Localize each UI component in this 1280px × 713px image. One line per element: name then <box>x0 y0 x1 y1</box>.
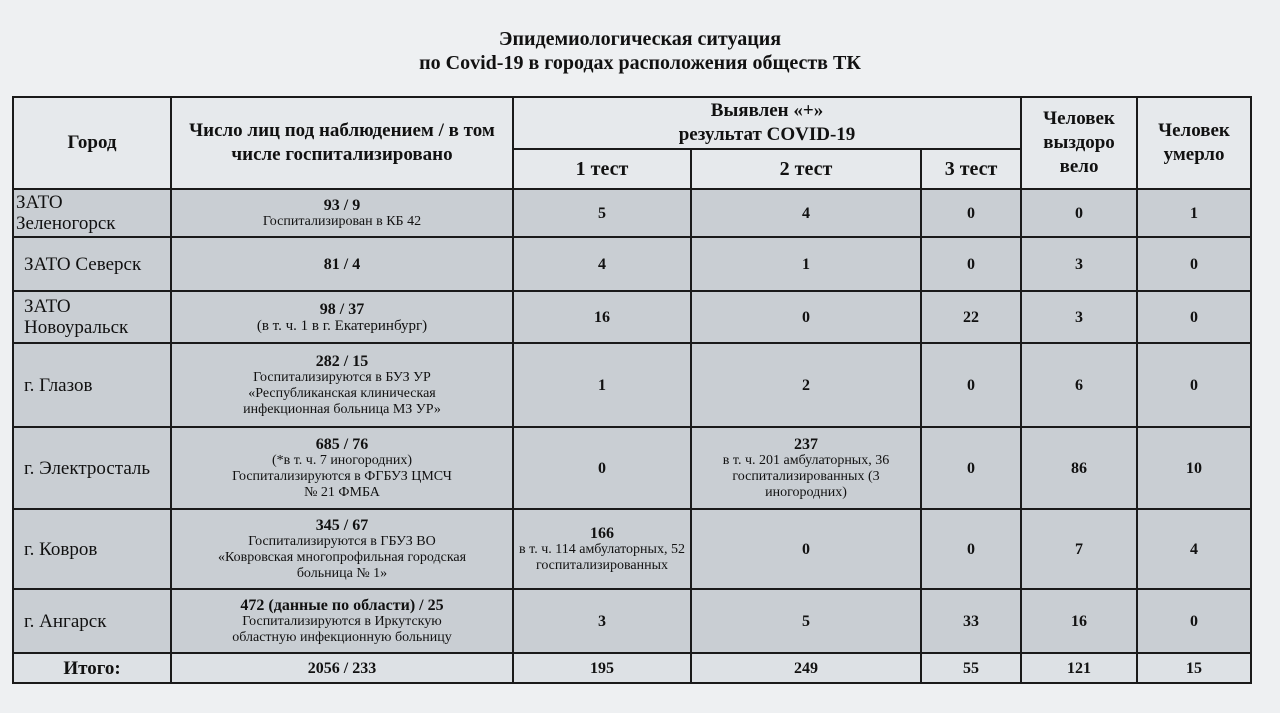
header-city: Город <box>13 97 171 189</box>
city-cell: ЗАТО Северск <box>13 237 171 291</box>
test1-cell: 5 <box>513 189 691 237</box>
total-label: Итого: <box>13 653 171 683</box>
table-row <box>13 343 1251 427</box>
city-cell: г. Ангарск <box>13 589 171 653</box>
test1-note: в т. ч. 114 амбулаторных, 52 госпитализированных <box>519 541 685 573</box>
observed-count: 685 / 76 <box>315 435 369 453</box>
test1-cell: 3 <box>513 589 691 653</box>
total-observed: 2056 / 233 <box>171 653 513 683</box>
test1-cell: 1 <box>513 343 691 427</box>
header-died: Человек умерло <box>1137 97 1251 189</box>
test1-count: 166 <box>590 524 614 542</box>
header-test-1: 1 тест <box>513 149 691 189</box>
header-positive: Выявлен «+» результат COVID-19 <box>513 97 1021 149</box>
observed-count: 93 / 9 <box>323 196 361 214</box>
recovered-cell: 16 <box>1021 589 1137 653</box>
test2-count: 237 <box>794 435 818 453</box>
recovered-cell: 3 <box>1021 237 1137 291</box>
test3-cell: 33 <box>921 589 1021 653</box>
covid-table <box>12 96 1252 684</box>
header-test-3: 3 тест <box>921 149 1021 189</box>
test3-cell: 0 <box>921 237 1021 291</box>
observed-count: 98 / 37 <box>319 300 365 318</box>
test2-cell: 5 <box>691 589 921 653</box>
observed-count: 345 / 67 <box>315 516 369 534</box>
test3-cell: 22 <box>921 291 1021 343</box>
observed-note: Госпитализирован в КБ 42 <box>262 213 422 229</box>
observed-count: 282 / 15 <box>315 352 369 370</box>
city-cell: ЗАТО Зеленогорск <box>13 189 171 237</box>
test3-cell: 0 <box>921 189 1021 237</box>
recovered-cell: 0 <box>1021 189 1137 237</box>
test2-cell <box>691 427 921 509</box>
table-row <box>13 427 1251 509</box>
test1-cell <box>513 509 691 589</box>
recovered-cell: 7 <box>1021 509 1137 589</box>
died-cell: 0 <box>1137 237 1251 291</box>
test2-cell: 4 <box>691 189 921 237</box>
total-test2: 249 <box>691 653 921 683</box>
test1-cell: 0 <box>513 427 691 509</box>
recovered-cell: 3 <box>1021 291 1137 343</box>
table-row <box>13 589 1251 653</box>
observed-cell <box>171 291 513 343</box>
died-cell: 4 <box>1137 509 1251 589</box>
total-died: 15 <box>1137 653 1251 683</box>
test2-cell: 0 <box>691 509 921 589</box>
table-row <box>13 189 1251 237</box>
test3-cell: 0 <box>921 509 1021 589</box>
observed-note: Госпитализируются в Иркутскую областную инфекционную больницу <box>232 613 452 645</box>
test2-note: в т. ч. 201 амбулаторных, 36 госпитализированных (3 иногородних) <box>722 452 890 500</box>
died-cell: 0 <box>1137 291 1251 343</box>
table-body <box>13 189 1251 683</box>
header-observed: Число лиц под наблюдением / в том числе госпитализировано <box>171 97 513 189</box>
observed-count: 472 (данные по области) / 25 <box>240 596 444 614</box>
test3-cell: 0 <box>921 427 1021 509</box>
observed-note: Госпитализируются в ГБУЗ ВО «Ковровская многопрофильная городская больница № 1» <box>217 533 467 581</box>
total-row <box>13 653 1251 683</box>
city-cell: г. Электросталь <box>13 427 171 509</box>
recovered-cell: 86 <box>1021 427 1137 509</box>
total-test3: 55 <box>921 653 1021 683</box>
observed-cell <box>171 589 513 653</box>
observed-note: (в т. ч. 1 в г. Екатеринбург) <box>256 317 428 334</box>
test1-cell: 16 <box>513 291 691 343</box>
title-line-1: Эпидемиологическая ситуация <box>498 28 782 50</box>
city-cell: г. Ковров <box>13 509 171 589</box>
table-row <box>13 291 1251 343</box>
test2-cell: 0 <box>691 291 921 343</box>
total-test1: 195 <box>513 653 691 683</box>
city-cell: ЗАТО Новоуральск <box>13 291 171 343</box>
table-row <box>13 509 1251 589</box>
observed-note: (*в т. ч. 7 иногородних) Госпитализируются в ФГБУЗ ЦМСЧ № 21 ФМБА <box>232 452 452 500</box>
header-recovered: Человек выздоро вело <box>1021 97 1137 189</box>
observed-cell <box>171 343 513 427</box>
died-cell: 0 <box>1137 589 1251 653</box>
test2-cell: 1 <box>691 237 921 291</box>
test2-cell: 2 <box>691 343 921 427</box>
recovered-cell: 6 <box>1021 343 1137 427</box>
observed-count: 81 / 4 <box>323 255 361 273</box>
test1-cell: 4 <box>513 237 691 291</box>
observed-cell <box>171 237 513 291</box>
header-test-2: 2 тест <box>691 149 921 189</box>
title-line-2: по Covid-19 в городах расположения обществ ТК <box>419 52 861 74</box>
died-cell: 0 <box>1137 343 1251 427</box>
total-recovered: 121 <box>1021 653 1137 683</box>
city-cell: г. Глазов <box>13 343 171 427</box>
test3-cell: 0 <box>921 343 1021 427</box>
observed-cell <box>171 509 513 589</box>
observed-cell <box>171 427 513 509</box>
died-cell: 1 <box>1137 189 1251 237</box>
observed-note: Госпитализируются в БУЗ УР «Республиканская клиническая инфекционная больница МЗ УР» <box>243 369 441 417</box>
died-cell: 10 <box>1137 427 1251 509</box>
table-row <box>13 237 1251 291</box>
observed-cell <box>171 189 513 237</box>
